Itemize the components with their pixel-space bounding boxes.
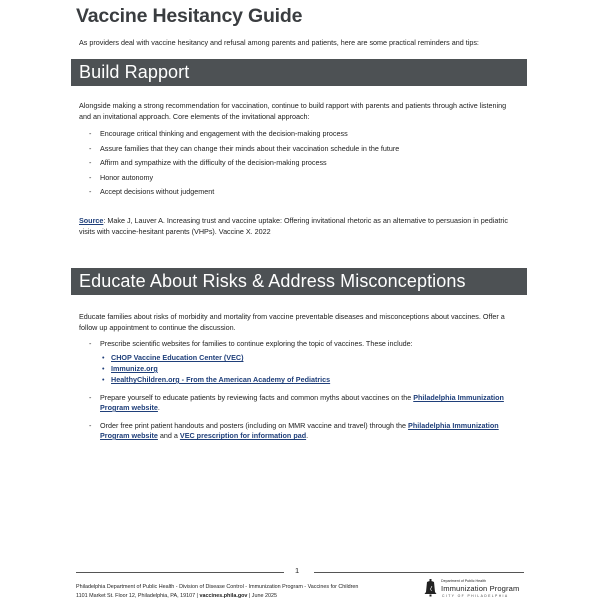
logo-department-text: Department of Public Health <box>441 579 486 583</box>
punctuation: . <box>157 403 160 412</box>
liberty-bell-icon <box>424 579 437 598</box>
list-item: - Affirm and sympathize with the difficulty of the decision-making process <box>89 157 399 172</box>
list-item-text: Order free print patient handouts and posters (including on MMR vaccine and travel) through the <box>100 421 409 430</box>
invitational-approach-list <box>89 128 399 201</box>
healthychildren-link[interactable]: HealthyChildren.org - From the American Academy of Pediatrics <box>111 375 331 384</box>
list-item: - Honor autonomy <box>89 172 399 187</box>
punctuation: . <box>306 431 309 440</box>
philadelphia-immunization-link-2[interactable]: Philadelphia Immunization Program website <box>100 421 499 440</box>
section2-paragraph: Educate families about risks of morbidity and mortality from vaccine preventable diseases and misconceptions about vaccines. Offer a follow up appointment to continue the discussion. <box>79 312 505 333</box>
list-item: - Assure families that they can change their minds about their vaccination schedule in the future <box>89 143 399 158</box>
list-item: - Encourage critical thinking and engagement with the decision-making process <box>89 128 399 143</box>
immunization-program-logo <box>424 579 524 598</box>
footer-address-text: 1101 Market St. Floor 12, Philadelphia, PA, 19107 | <box>76 592 200 599</box>
list-item-text: Prepare yourself to educate patients by reviewing facts and common myths about vaccines on the <box>100 393 414 402</box>
website-links-list <box>100 352 529 385</box>
list-item <box>89 393 529 413</box>
list-item <box>100 363 529 374</box>
educate-list <box>89 339 529 441</box>
list-item-text: and a <box>157 431 180 440</box>
section-heading-educate: Educate About Risks & Address Misconceptions <box>71 268 527 295</box>
list-item <box>100 352 529 363</box>
page-number: 1 <box>295 566 300 575</box>
footer-website: vaccines.phila.gov <box>199 592 248 599</box>
footer-divider-right <box>314 572 524 573</box>
source-citation <box>79 215 519 237</box>
intro-text: As providers deal with vaccine hesitancy and refusal among parents and patients, here are some practical reminders and tips: <box>79 38 479 47</box>
vec-prescription-pad-link[interactable]: VEC prescription for information pad <box>179 431 307 440</box>
source-label: Source <box>79 216 104 225</box>
section-heading-build-rapport: Build Rapport <box>71 59 527 86</box>
logo-city-text: CITY OF PHILADELPHIA <box>442 593 509 598</box>
section1-paragraph: Alongside making a strong recommendation for vaccination, continue to build rapport with parents and patients through active listening and an invitational approach. Core elements of the invitational approach: <box>79 101 507 122</box>
list-item-text: Prescribe scientific websites for families to continue exploring the topic of vaccines. These include: <box>100 339 413 348</box>
immunize-org-link[interactable]: Immunize.org <box>111 364 158 373</box>
footer-line-1: Philadelphia Department of Public Health - Division of Disease Control - Immunization Program - Vaccines for Children <box>76 584 359 590</box>
footer-line-2 <box>76 592 358 600</box>
page-title: Vaccine Hesitancy Guide <box>76 5 303 27</box>
list-item <box>89 421 529 441</box>
list-item <box>89 339 529 385</box>
logo-program-text: Immunization Program <box>441 584 520 593</box>
list-item <box>100 374 529 385</box>
source-text: : Make J, Lauver A. Increasing trust and vaccine uptake: Offering invitational rhetoric as an alternative to persuasion in pediatric visits with vaccine-hesitant parents (VHPs). Vaccine X. 2022 <box>79 216 508 237</box>
philadelphia-immunization-link[interactable]: Philadelphia Immunization Program website <box>100 393 504 412</box>
footer-address <box>76 583 358 600</box>
chop-vec-link[interactable]: CHOP Vaccine Education Center (VEC) <box>111 353 244 362</box>
footer-divider-left <box>76 572 284 573</box>
list-item: - Accept decisions without judgement <box>89 186 399 201</box>
footer-date: | June 2025 <box>247 592 277 599</box>
